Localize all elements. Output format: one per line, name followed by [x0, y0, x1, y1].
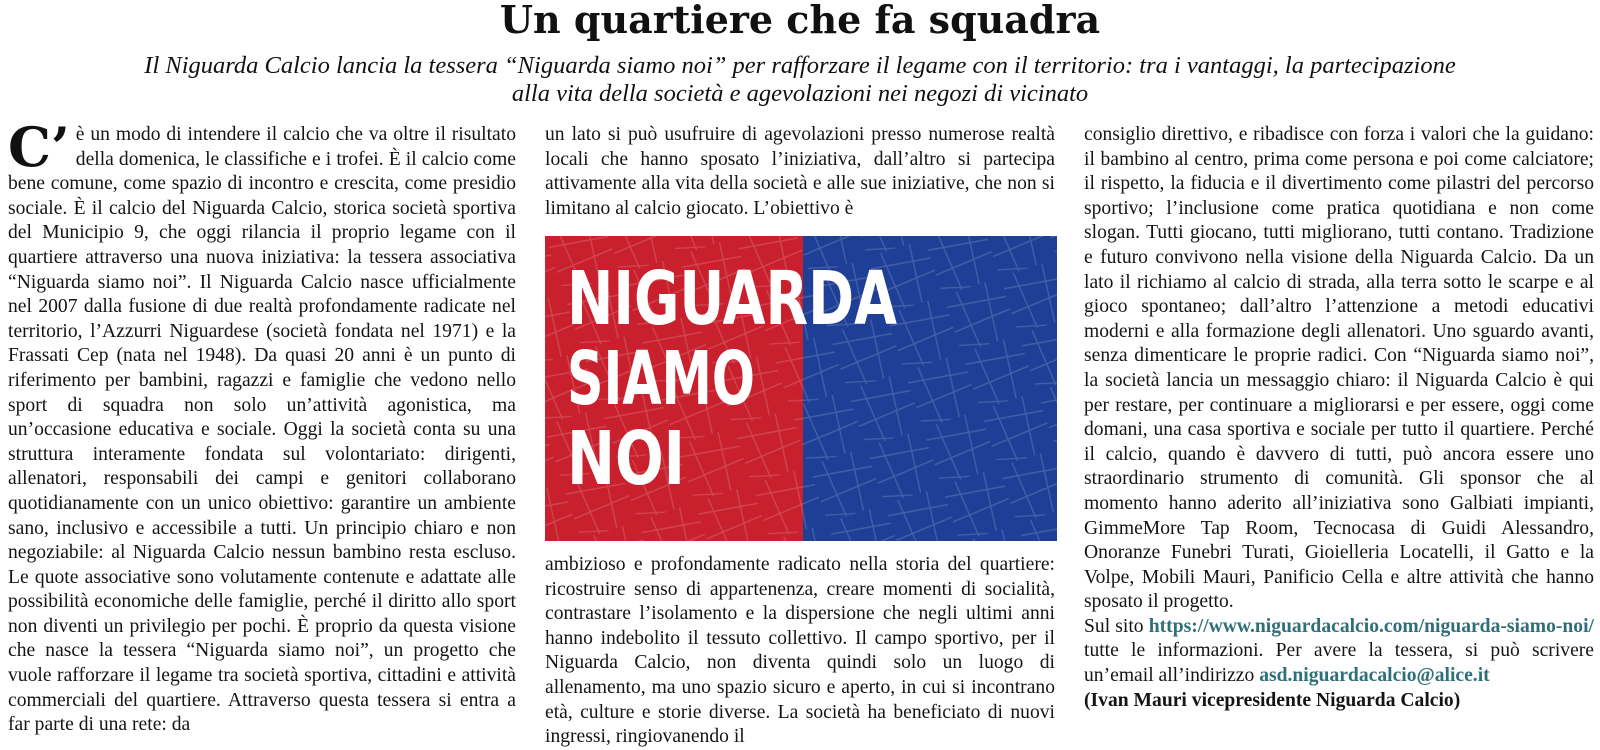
column-3-text: consiglio direttivo, e ribadisce con forza i valori che la guidano: il bambino al centro, prima come persona e poi come calciatore; il rispetto, la fiducia e il divertimento come pilastri del percorso sportivo; l’inclusione come pratica quotidiana e non come slogan. Tutti giocano, tutti migliorano, tutti contano. Tradizione e futuro convivono nella visione della Niguarda Calcio. Da un lato il richiamo al calcio di strada, alla terra sotto le scarpe e al gioco spontaneo; dall’altro l’attenzione a metodi educativi moderni e alla formazione degli allenatori. Uno sguardo avanti, senza dimenticare le proprie radici. Con “Niguarda siamo noi”, la società lancia un messaggio chiaro: il Niguarda Calcio è qui per restare, per continuare a migliorarsi e per essere, oggi come domani, una casa sportiva e sociale per tutto il quartiere. Perché il calcio, quando è davvero di tutti, può ancora essere uno straordinario strumento di comunità. Gli sponsor che al momento hanno aderito all’iniziativa sono Galbiati impianti, GimmeMore Tap Room, Tecnocasa di Guidi Alessandro, Onoranze Funebri Turati, Gioielleria Locatelli, il Gatto e la Volpe, Mobili Mauri, Panificio Cella e altre attività che hanno sposato il progetto.: [1084, 124, 1594, 613]
article-column-2: [545, 123, 1055, 748]
headline: Un quartiere che fa squadra: [499, 0, 1101, 42]
site-prefix: Sul sito: [1084, 615, 1149, 637]
column-2-bottom-text: ambizioso e profondamente radicato nella storia del quartiere: ricostruire senso di appartenenza, creare momenti di socialità, contrastare l’isolamento e la dispersione che negli ultimi anni hanno indebolito il tessuto collettivo. Il campo sportivo, per il Niguarda Calcio, non diventa quindi solo un luogo di allenamento, ma uno spazio sicuro e aperto, in cui si incontrano età, culture e storie diverse. La società ha beneficiato di nuovi ingressi, ringiovanendo il: [545, 554, 1055, 748]
article-column-3: [1084, 123, 1594, 713]
email-link[interactable]: asd.niguardacalcio@alice.it: [1259, 665, 1490, 687]
column-1-text: è un modo di intendere il calcio che va oltre il risultato della domenica, le classifiche e i trofei. È il calcio come bene comune, come spazio di incontro e crescita, come presidio sociale. È il calcio del Niguarda Calcio, storica società sportiva del Municipio 9, che oggi rilancia il proprio legame con il quartiere attraverso una nuova iniziativa: la tessera associativa “Niguarda siamo noi”. Il Niguarda Calcio nasce ufficialmente nel 2007 dalla fusione di due realtà profondamente radicate nel territorio, l’Azzurri Niguardese (società fondata nel 1971) e la Frassati Cep (nata nel 1948). Da quasi 20 anni è un punto di riferimento per bambini, ragazzi e famiglie che vedono nello sport di squadra non solo un’attività agonistica, ma un’occasione educativa e sociale. Oggi la società conta su una struttura interamente fondata sul volontariato: dirigenti, allenatori, responsabili dei campi e genitori collaborano quotidianamente con un unico obiettivo: garantire un ambiente sano, inclusivo e accessibile a tutti. Un principio chiaro e non negoziabile: al Niguarda Calcio nessun bambino resta escluso. Le quote associative sono volutamente contenute e adattate alle possibilità economiche delle famiglie, perché il diritto allo sport non diventi un privilegio per pochi. È proprio da questa visione che nasce la tessera “Niguarda siamo noi”, un progetto che vuole rafforzare il legame tra società sportiva, cittadini e attività commerciali del quartiere. Attraverso questa tessera si entra a far parte di una rete: da: [8, 124, 516, 736]
drop-cap: C’: [8, 115, 70, 179]
subheadline-line-2: alla vita della società e agevolazioni nei negozi di vicinato: [511, 80, 1089, 107]
site-info-text: tutte le informazioni. Per avere la tessera, si può scrivere un’email all’indirizzo: [1084, 640, 1594, 687]
poster-line-noi: NOI: [567, 416, 685, 502]
column-2-top-text: un lato si può usufruire di agevolazioni presso numerose realtà locali che hanno sposato l’iniziativa, dall’altro si partecipa attivamente alla vita della società e alle sue iniziative, che non si limitano al calcio giocato. L’obiettivo è: [545, 124, 1055, 219]
article-column-1: [8, 115, 516, 738]
poster-line-niguarda: NIGUARDA: [567, 256, 897, 342]
niguarda-siamo-noi-poster: [545, 236, 1057, 541]
author-signature: (Ivan Mauri vicepresidente Niguarda Calcio): [1084, 689, 1461, 711]
website-link[interactable]: https://www.niguardacalcio.com/niguarda-siamo-noi/: [1148, 615, 1594, 637]
subheadline-line-1: Il Niguarda Calcio lancia la tessera “Niguarda siamo noi” per rafforzare il legame con il territorio: tra i vantaggi, la partecipazione: [144, 52, 1456, 79]
poster-line-siamo: SIAMO: [567, 336, 755, 422]
subheadline: [40, 52, 1560, 108]
